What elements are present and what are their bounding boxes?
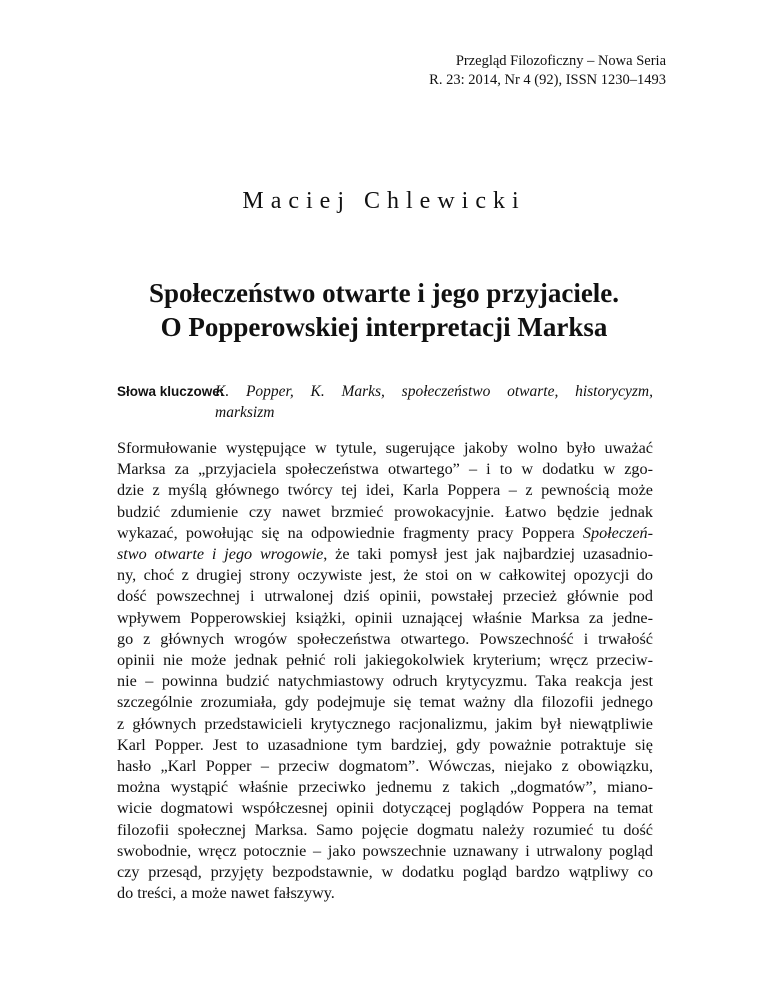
text-line: wicie dogmatowi współczesnej opinii dotyczącej poglądów Poppera na temat (117, 799, 653, 818)
text-line: dzie z myślą głównego twórcy tej idei, Karla Poppera – z pewnością może (117, 481, 653, 500)
text-segment: wykazać, powołując się na odpowiednie fragmenty pracy Poppera (117, 523, 583, 542)
text-line: do treści, a może nawet fałszywy. (117, 884, 335, 903)
title-line-2: O Popperowskiej interpretacji Marksa (160, 312, 608, 342)
text-segment: , że taki pomysł jest jak najbardziej uzasadnio- (323, 545, 653, 564)
text-line: Karl Popper. Jest to uzasadnione tym bardziej, gdy poważnie potraktuje się (117, 735, 653, 754)
journal-issue: R. 23: 2014, Nr 4 (92), ISSN 1230–1493 (429, 72, 666, 88)
journal-header (429, 52, 666, 90)
text-line: hasło „Karl Popper – przeciw dogmatom”. Wówczas, niejako z obowiązku, (117, 757, 653, 776)
text-line: filozofii społecznej Marksa. Samo pojęcie dogmatu należy rozumieć tu dość (117, 820, 653, 839)
journal-name: Przegląd Filozoficzny – Nowa Seria (455, 53, 666, 69)
author-name: Maciej Chlewicki (242, 188, 526, 214)
text-line (117, 523, 653, 544)
text-line: nie – powinna budzić natychmiastowy odruch krytycyzmu. Taka reakcja jest (117, 672, 653, 691)
text-line: szczególnie zrozumiała, gdy podejmuje się temat ważny dla filozofii jednego (117, 693, 653, 712)
body-paragraph (117, 438, 653, 904)
keywords-line-1: K. Popper, K. Marks, społeczeństwo otwarte, historycyzm, (215, 383, 653, 400)
keywords-line-2: marksizm (215, 404, 275, 421)
text-line: można wystąpić właśnie przeciwko jednemu z takich „dogmatów”, miano- (117, 778, 653, 797)
book-title-italic: Społeczeń- (582, 523, 653, 542)
text-line: go z głównych wrogów społeczeństwa otwartego. Powszechność i trwałość (117, 629, 653, 648)
text-line: ny, choć z drugiej strony oczywiste jest, że stoi on w całkowitej opozycji do (117, 566, 653, 585)
text-line: swobodnie, wręcz potocznie – jako powszechnie uznawany i utrwalony pogląd (117, 841, 653, 860)
keywords-values (215, 381, 653, 423)
text-line: Marksa za „przyjaciela społeczeństwa otwartego” – i to w dodatku w zgo- (117, 460, 653, 479)
text-line: czy przesąd, przyjęty bezpodstawnie, w dodatku pogląd bardzo wątpliwy co (117, 863, 653, 882)
text-line: opinii nie może jednak pełnić roli jakiegokolwiek kryterium; wręcz przeciw- (117, 651, 653, 670)
text-line: dość powszechnej i utrwalonej dziś opinii, powstałej przecież głównie pod (117, 587, 653, 606)
text-line: Sformułowanie występujące w tytule, sugerujące jakoby wolno było uważać (117, 439, 653, 457)
keywords-block (117, 381, 653, 423)
article-title (60, 276, 708, 344)
title-line-1: Społeczeństwo otwarte i jego przyjaciele. (148, 278, 620, 308)
keywords-label: Słowa kluczowe: (117, 384, 225, 399)
text-line: wpływem Popperowskiej książki, opinii uznającej właśnie Marksa za jedne- (117, 608, 653, 627)
text-line: budzić zdumienie czy nawet brzmieć prowokacyjnie. Łatwo będzie jednak (117, 502, 653, 521)
text-line (117, 544, 653, 565)
text-line: z głównych przedstawicieli krytycznego racjonalizmu, jakim był niewątpliwie (117, 714, 653, 733)
book-title-italic: stwo otwarte i jego wrogowie (117, 545, 324, 564)
